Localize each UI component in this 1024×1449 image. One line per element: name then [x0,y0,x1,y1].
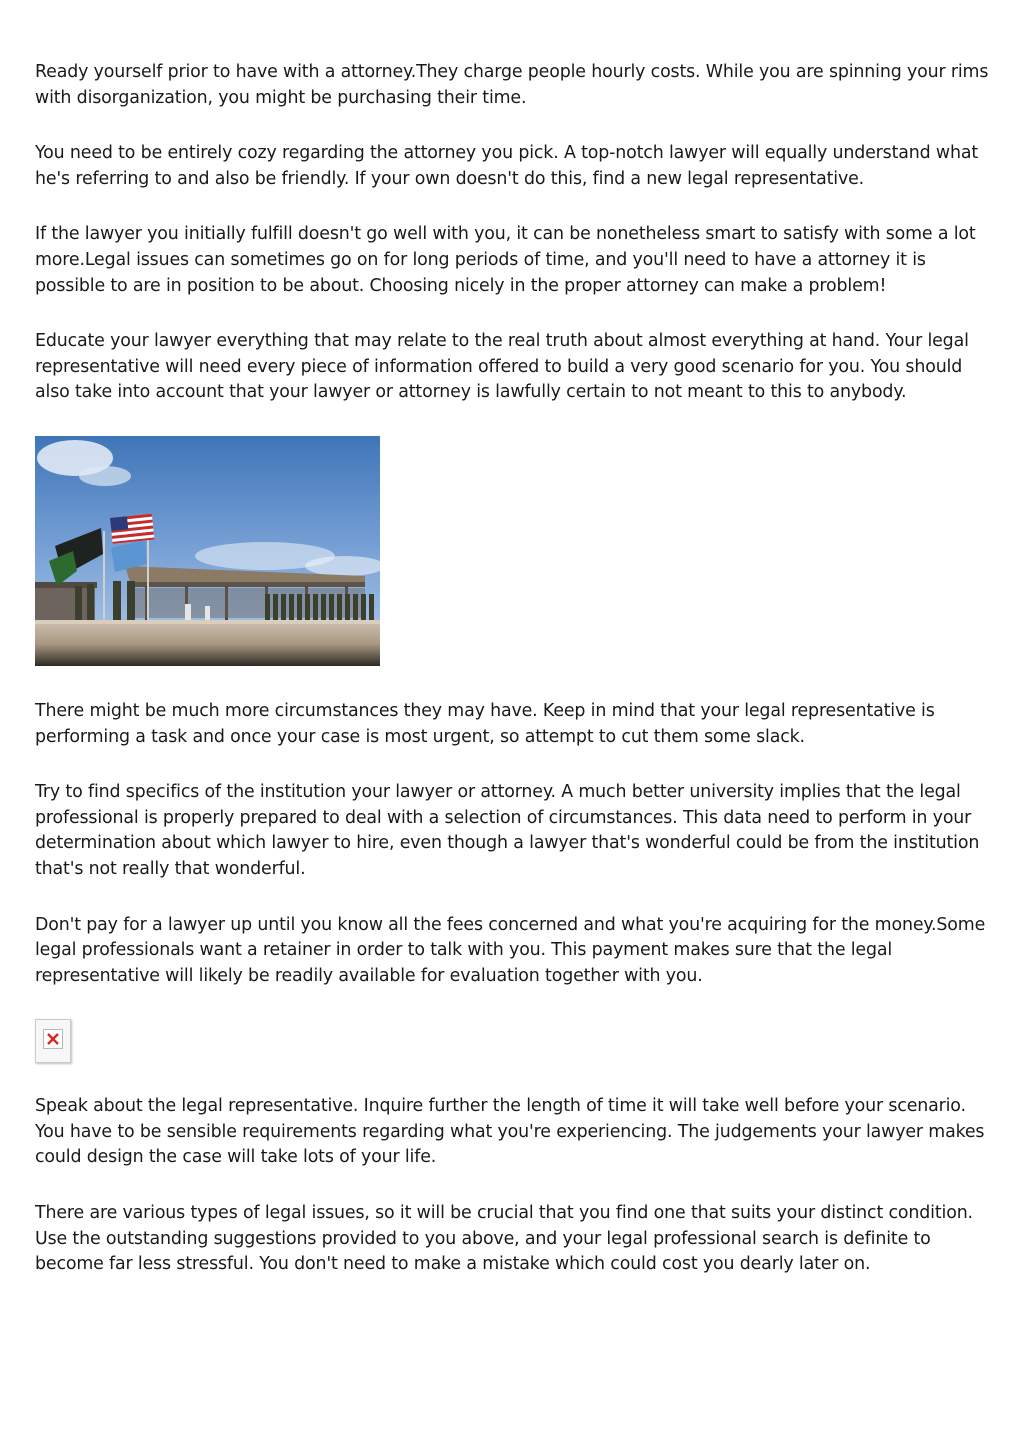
flag-ceremony-photo [35,436,380,666]
paragraph-9: There are various types of legal issues, so it will be crucial that you find one that suits your distinct condition. Use the outstanding suggestions provided to you above, and your legal professional search is definite to become far less stressful. You don't need to make a mistake which could cost you dearly later on. [35,1203,973,1275]
article-body [35,60,995,1308]
paragraph-7: Don't pay for a lawyer up until you know all the fees concerned and what you're acquiring for the money.Some legal professionals want a retainer in order to talk with you. This payment makes sure that the legal representative will likely be readily available for evaluation together with you. [35,914,986,986]
paragraph-1: Ready yourself prior to have with a attorney.They charge people hourly costs. While you are spinning your rims with disorganization, you might be purchasing their time. [35,62,989,108]
photo-illustration [35,436,380,666]
paragraph-8: Speak about the legal representative. Inquire further the length of time it will take well before your scenario. You have to be sensible requirements regarding what you're experiencing. The judgements your lawyer makes could design the case will take lots of your life. [35,1096,985,1168]
paragraph-2: You need to be entirely cozy regarding the attorney you pick. A top-notch lawyer will equally understand what he's referring to and also be friendly. If your own doesn't do this, find a new legal representative. [35,143,979,189]
paragraph-5: There might be much more circumstances they may have. Keep in mind that your legal representative is performing a task and once your case is most urgent, so attempt to cut them some slack. [35,700,935,747]
broken-image-frame [43,1029,63,1049]
broken-image-icon [35,1019,71,1063]
paragraph-6: Try to find specifics of the institution your lawyer or attorney. A much better university implies that the legal professional is properly prepared to deal with a selection of circumstances. This data need to perform in your determination about which lawyer to hire, even though a lawyer that's wonderful could be from the institution that's not really that wonderful. [35,782,980,879]
paragraph-3: If the lawyer you initially fulfill doesn't go well with you, it can be nonetheless smart to satisfy with some a lot more.Legal issues can sometimes go on for long periods of time, and you'll need to have a attorney it is possible to are in position to be about. Choosing nicely in the proper attorney can make a problem! [35,224,976,296]
red-x-icon [46,1032,60,1046]
paragraph-4: Educate your lawyer everything that may relate to the real truth about almost everything at hand. Your legal representative will need every piece of information offered to build a very good scenario for you. You should also take into account that your lawyer or attorney is lawfully certain to not meant to this to anybody. [35,331,969,403]
